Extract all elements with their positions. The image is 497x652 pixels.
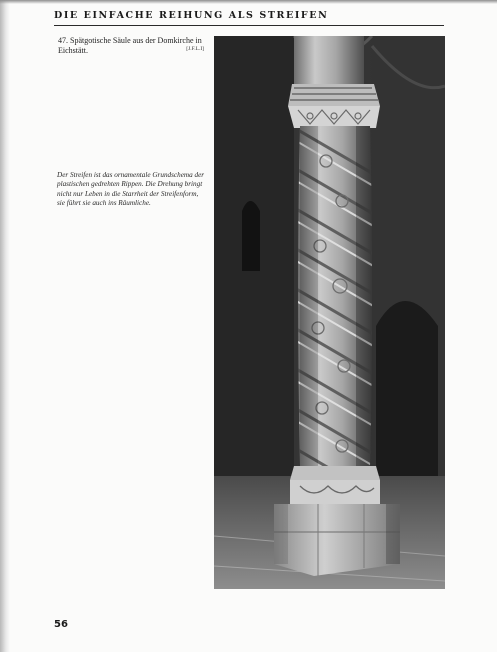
page-number: 56 <box>54 619 68 630</box>
column-photograph <box>214 36 445 589</box>
spine-shadow <box>0 0 10 652</box>
caption-text: 47. Spätgotische Säule aus der Domkirche in Eichstätt. <box>58 36 202 55</box>
running-header: DIE EINFACHE REIHUNG ALS STREIFEN <box>54 10 329 21</box>
figure-caption <box>58 36 208 55</box>
header-rule <box>54 25 444 26</box>
caption-credit: [J.F.L.I] <box>186 46 204 52</box>
twisted-column-illustration <box>214 36 445 589</box>
side-note: Der Streifen ist das ornamentale Grundschema der plastischen gedrehten Rippen. Die Drehung bringt nicht nur Leben in die Starrheit der Streifenform, sie führt sie auch ins Räumliche. <box>57 171 205 208</box>
page-top-edge <box>0 0 497 4</box>
